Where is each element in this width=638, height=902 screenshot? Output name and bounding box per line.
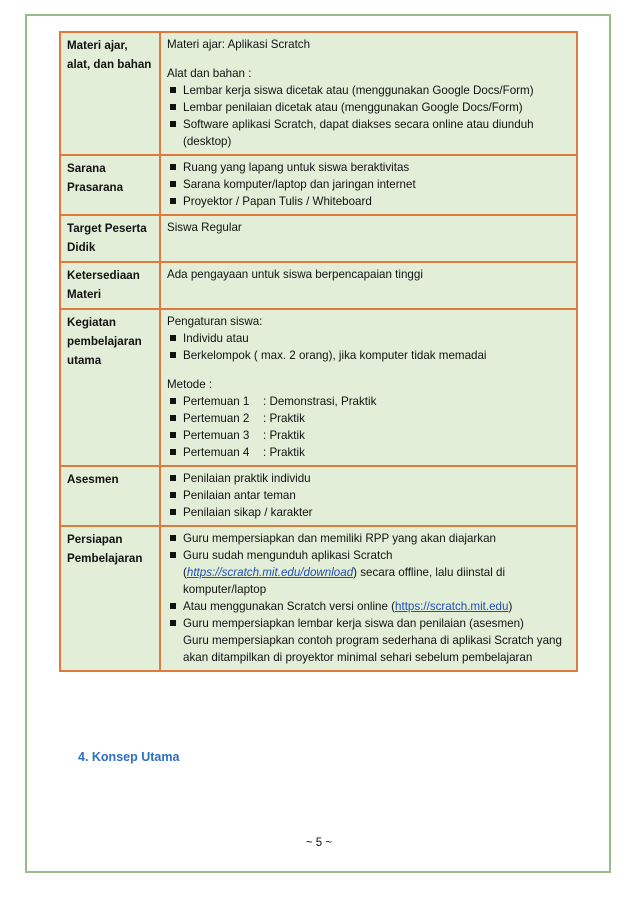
table-row [60, 32, 577, 155]
label-line: Persiapan [67, 533, 123, 546]
row-content [160, 32, 577, 155]
label-line: Kegiatan [67, 316, 116, 329]
label-line: Materi ajar, [67, 39, 128, 52]
list-item: Pertemuan 2 : Praktik [167, 410, 570, 427]
row-label [60, 526, 160, 671]
row-content [160, 309, 577, 466]
list-item: Atau menggunakan Scratch versi online (https://scratch.mit.edu) [167, 598, 570, 615]
bullet-list [167, 330, 570, 364]
row-content [160, 155, 577, 215]
row-label [60, 32, 160, 155]
table-row [60, 309, 577, 466]
page-number: ~ 5 ~ [305, 837, 333, 849]
table-row [60, 155, 577, 215]
row-content [160, 466, 577, 526]
list-item: Berkelompok ( max. 2 orang), jika komputer tidak memadai [167, 347, 570, 364]
list-item: Ruang yang lapang untuk siswa beraktivitas [167, 159, 570, 176]
section-heading: 4. Konsep Utama [78, 750, 180, 764]
bullet-list [167, 82, 570, 150]
row-label [60, 466, 160, 526]
scratch-online-link[interactable]: https://scratch.mit.edu [395, 600, 509, 613]
scratch-download-link[interactable]: https://scratch.mit.edu/download [186, 566, 354, 579]
bullet-list [167, 393, 570, 461]
row-content [160, 526, 577, 671]
metode-title: Metode : [167, 378, 213, 391]
label-line: pembelajaran [67, 335, 142, 348]
table-row [60, 466, 577, 526]
bullet-list [167, 470, 570, 521]
list-item: Proyektor / Papan Tulis / Whiteboard [167, 193, 570, 210]
table-row [60, 262, 577, 309]
materi-title: Materi ajar: Aplikasi Scratch [167, 38, 311, 51]
bullet-list [167, 530, 570, 666]
row-content [160, 262, 577, 309]
label-line: utama [67, 354, 102, 367]
label-line: Asesmen [67, 473, 119, 486]
label-line: Sarana [67, 162, 106, 175]
list-item: Pertemuan 4 : Praktik [167, 444, 570, 461]
table-row [60, 215, 577, 262]
row-label [60, 215, 160, 262]
list-item: Penilaian sikap / karakter [167, 504, 570, 521]
list-item: Lembar penilaian dicetak atau (menggunakan Google Docs/Form) [167, 99, 570, 116]
pengaturan-title: Pengaturan siswa: [167, 315, 263, 328]
label-line: Target Peserta [67, 222, 147, 235]
table-row [60, 526, 577, 671]
label-line: Ketersediaan [67, 269, 140, 282]
label-line: Didik [67, 241, 96, 254]
alat-bahan-title: Alat dan bahan : [167, 67, 252, 80]
list-item: Penilaian antar teman [167, 487, 570, 504]
list-item: Guru mempersiapkan lembar kerja siswa dan penilaian (asesmen) Guru mempersiapkan contoh program sederhana di aplikasi Scratch yang akan ditampilkan di proyektor minimal sehari sebelum pembelajaran [167, 615, 570, 666]
lesson-info-table [59, 31, 578, 672]
label-line: Pembelajaran [67, 552, 143, 565]
ketersediaan-value: Ada pengayaan untuk siswa berpencapaian tinggi [167, 268, 423, 281]
bullet-list [167, 159, 570, 210]
row-label [60, 262, 160, 309]
list-item: Penilaian praktik individu [167, 470, 570, 487]
label-line: alat, dan bahan [67, 58, 152, 71]
row-label [60, 309, 160, 466]
label-line: Materi [67, 288, 102, 301]
label-line: Prasarana [67, 181, 124, 194]
list-item: Guru mempersiapkan dan memiliki RPP yang akan diajarkan [167, 530, 570, 547]
target-value: Siswa Regular [167, 221, 242, 234]
list-item: Individu atau [167, 330, 570, 347]
list-item: Software aplikasi Scratch, dapat diakses secara online atau diunduh (desktop) [167, 116, 570, 150]
list-item: Sarana komputer/laptop dan jaringan internet [167, 176, 570, 193]
row-label [60, 155, 160, 215]
list-item: Pertemuan 3 : Praktik [167, 427, 570, 444]
list-item: Pertemuan 1 : Demonstrasi, Praktik [167, 393, 570, 410]
row-content [160, 215, 577, 262]
list-item: Lembar kerja siswa dicetak atau (menggunakan Google Docs/Form) [167, 82, 570, 99]
list-item: Guru sudah mengunduh aplikasi Scratch (https://scratch.mit.edu/download) secara offline, lalu diinstal di komputer/laptop [167, 547, 570, 598]
